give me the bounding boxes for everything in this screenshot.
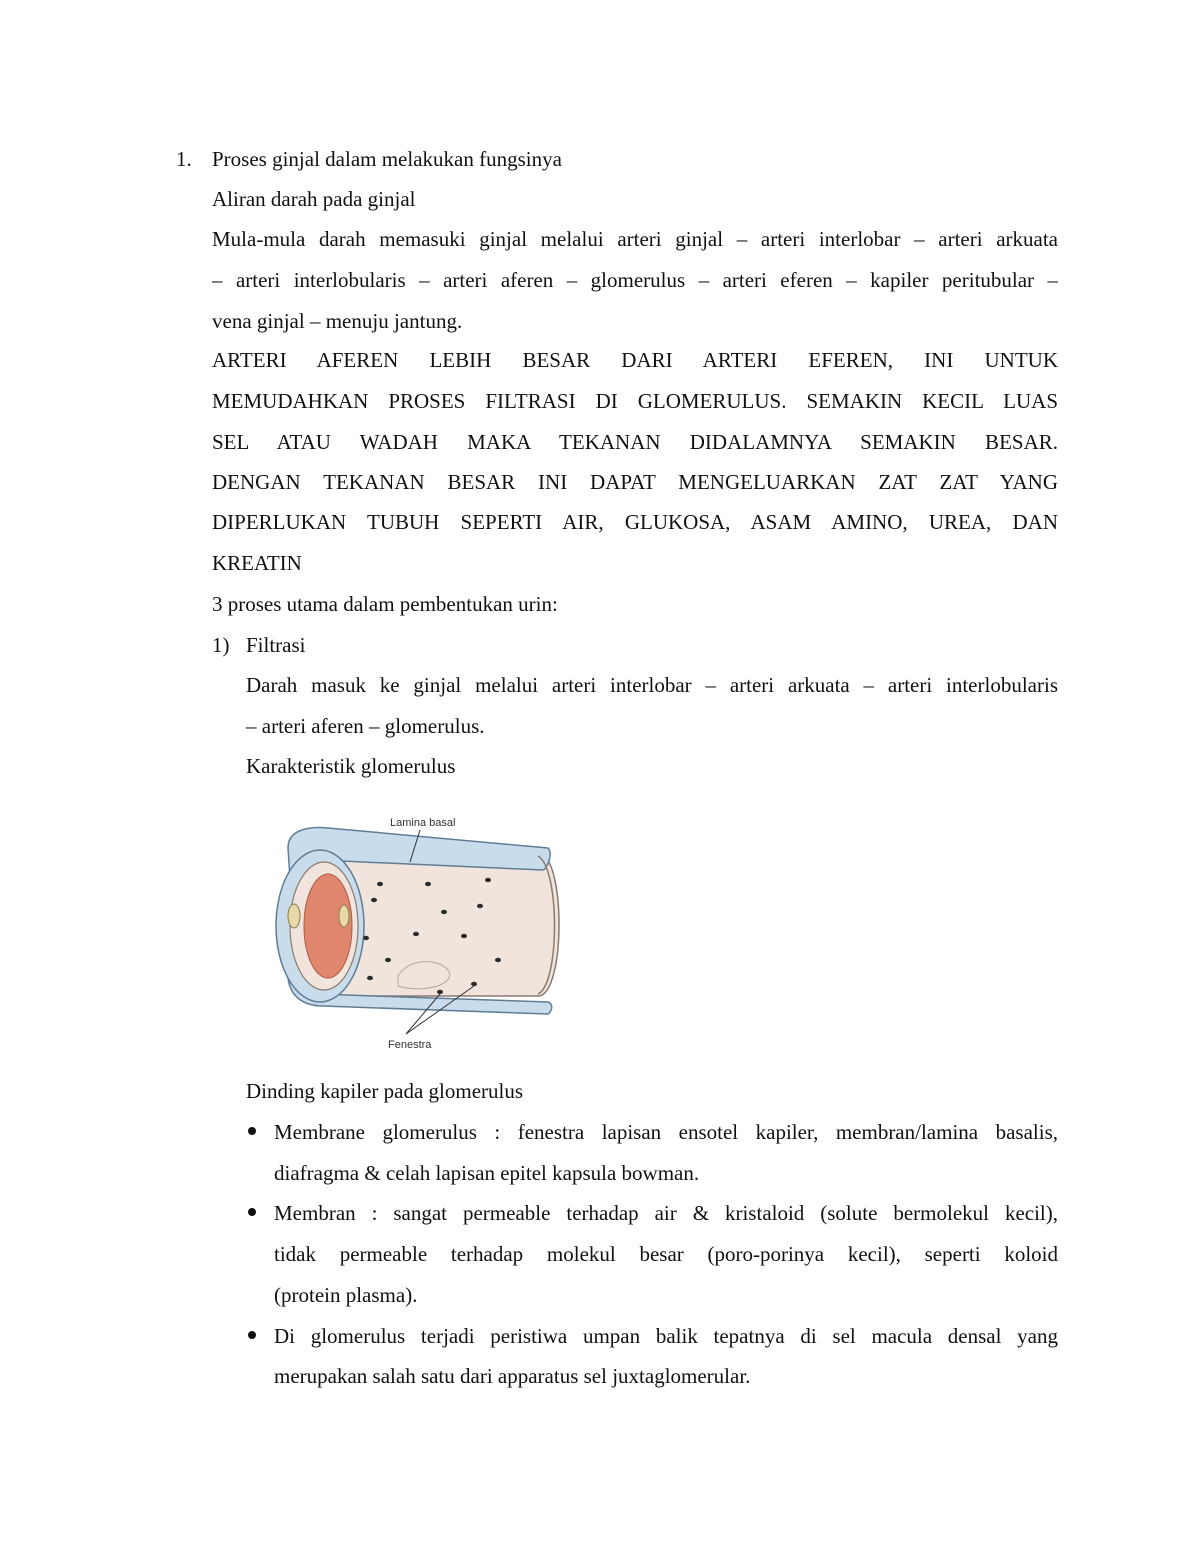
nucleus-left	[288, 904, 300, 928]
processes-intro: 3 proses utama dalam pembentukan urin:	[212, 592, 558, 616]
section-heading: Proses ginjal dalam melakukan fungsinya	[212, 147, 562, 171]
bullet-line: Membran : sangat permeable terhadap air & kristaloid (solute bermolekul kecil),	[274, 1201, 1058, 1225]
bullet-line: tidak permeable terhadap molekul besar (poro-porinya kecil), seperti koloid	[274, 1242, 1058, 1266]
sublist-title: Filtrasi	[246, 633, 306, 657]
bullet-dot	[248, 1331, 256, 1339]
bullet-line: (protein plasma).	[274, 1283, 418, 1307]
characteristic-title: Karakteristik glomerulus	[246, 754, 456, 778]
bullet-line: Membrane glomerulus : fenestra lapisan ensotel kapiler, membran/lamina basalis,	[274, 1120, 1058, 1144]
capillary-illustration	[248, 808, 600, 1066]
caps-line: DENGAN TEKANAN BESAR INI DAPAT MENGELUARKAN ZAT ZAT YANG	[212, 470, 1058, 494]
caps-line: ARTERI AFEREN LEBIH BESAR DARI ARTERI EFEREN, INI UNTUK	[212, 348, 1058, 372]
caps-line: KREATIN	[212, 551, 302, 575]
filtration-flow-line: – arteri aferen – glomerulus.	[246, 714, 485, 738]
nucleus-right	[339, 905, 349, 927]
figure-caption: Dinding kapiler pada glomerulus	[246, 1079, 524, 1103]
bullet-line: Di glomerulus terjadi peristiwa umpan balik tepatnya di sel macula densal yang	[274, 1324, 1058, 1348]
blood-flow-line: vena ginjal – menuju jantung.	[212, 309, 463, 333]
blood-flow-line: Mula-mula darah memasuki ginjal melalui arteri ginjal – arteri interlobar – arteri arkuata	[212, 227, 1058, 251]
subheading: Aliran darah pada ginjal	[212, 187, 416, 211]
label-lamina-basal: Lamina basal	[390, 817, 456, 829]
filtration-flow-line: Darah masuk ke ginjal melalui arteri interlobar – arteri arkuata – arteri interlobularis	[246, 673, 1058, 697]
caps-line: SEL ATAU WADAH MAKA TEKANAN DIDALAMNYA SEMAKIN BESAR.	[212, 430, 1058, 454]
list-number: 1.	[176, 147, 192, 171]
caps-line: MEMUDAHKAN PROSES FILTRASI DI GLOMERULUS. SEMAKIN KECIL LUAS	[212, 389, 1058, 413]
bullet-line: diafragma & celah lapisan epitel kapsula bowman.	[274, 1161, 700, 1185]
sublist-number: 1)	[212, 633, 230, 657]
caps-line: DIPERLUKAN TUBUH SEPERTI AIR, GLUKOSA, ASAM AMINO, UREA, DAN	[212, 510, 1058, 534]
blood-flow-line: – arteri interlobularis – arteri aferen – glomerulus – arteri eferen – kapiler peritubular –	[212, 268, 1058, 292]
label-fenestra: Fenestra	[388, 1039, 432, 1051]
bullet-dot	[248, 1127, 256, 1135]
capillary-figure	[248, 808, 600, 1066]
bullet-dot	[248, 1208, 256, 1216]
bullet-line: merupakan salah satu dari apparatus sel juxtaglomerular.	[274, 1364, 751, 1388]
